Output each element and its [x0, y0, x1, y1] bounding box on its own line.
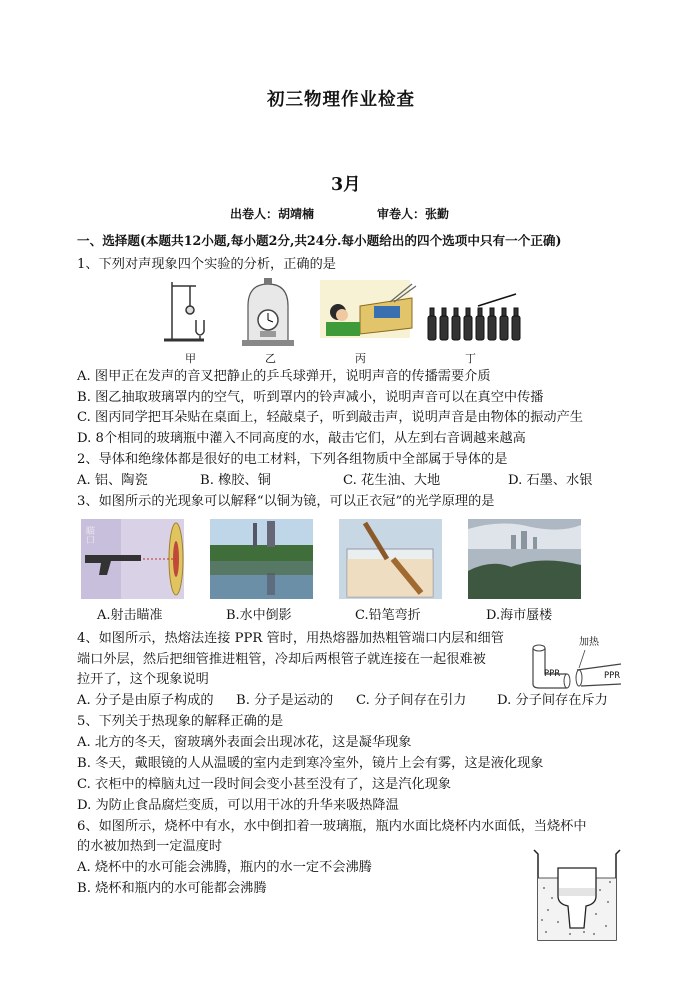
- bottles-figure: [428, 294, 520, 340]
- q1-fig-label-bing: 丙: [355, 352, 366, 365]
- tuning-fork-figure: [164, 282, 204, 340]
- page-title: 初三物理作业检查: [267, 90, 415, 110]
- beaker-figure: [530, 848, 624, 946]
- q4-option-a: A. 分子是由原子构成的: [77, 693, 214, 708]
- q6-option-a: A. 烧杯中的水可能会沸腾，瓶内的水一定不会沸腾: [77, 860, 372, 875]
- ppr-label-1: PPR: [544, 669, 561, 679]
- q1-fig-label-yi: 乙: [265, 352, 276, 365]
- q6-line-1: 6、如图所示，烧杯中有水，水中倒扣着一玻璃瓶，瓶内水面比烧杯内水面低，当烧杯中: [77, 819, 587, 834]
- q1-option-b: B. 图乙抽取玻璃罩内的空气，听到罩内的铃声减小，说明声音可以在真空中传播: [77, 390, 544, 405]
- section-heading: 一、选择题(本题共12小题,每小题2分,共24分.每小题给出的四个选项中只有一个正确): [77, 233, 562, 248]
- author-label: 出卷人：胡靖楠: [230, 207, 315, 221]
- mirage-photo: [468, 519, 581, 599]
- q3-caption-b: B.水中倒影: [226, 608, 292, 623]
- q6-option-b: B. 烧杯和瓶内的水可能都会沸腾: [77, 881, 267, 896]
- q2-option-b: B. 橡胶、铜: [200, 473, 271, 488]
- q4-option-c: C. 分子间存在引力: [356, 693, 467, 708]
- q6-line-2: 的水被加热到一定温度时: [77, 839, 223, 854]
- bent-pencil-photo: [339, 519, 442, 599]
- q5-stem: 5、下列关于热现象的解释正确的是: [77, 714, 284, 729]
- q3-caption-d: D.海市蜃楼: [486, 608, 553, 623]
- q3-stem: 3、如图所示的光现象可以解释“以铜为镜，可以正衣冠”的光学原理的是: [77, 494, 495, 509]
- q5-option-d: D. 为防止食品腐烂变质，可以用干冰的升华来吸热降温: [77, 798, 399, 813]
- water-reflection-photo: [210, 519, 313, 599]
- q1-figures: [160, 276, 530, 348]
- month-label: 3月: [331, 175, 361, 195]
- q4-option-b: B. 分子是运动的: [236, 693, 334, 708]
- q2-option-a: A. 铝、陶瓷: [77, 473, 148, 488]
- q2-stem: 2、导体和绝缘体都是很好的电工材料，下列各组物质中全部属于导体的是: [77, 452, 508, 467]
- q5-option-b: B. 冬天，戴眼镜的人从温暖的室内走到寒冷室外，镜片上会有雾，这是液化现象: [77, 756, 544, 771]
- q1-stem: 1、下列对声现象四个实验的分析，正确的是: [77, 257, 336, 272]
- q1-option-c: C. 图丙同学把耳朵贴在桌面上，轻敲桌子，听到敲击声，说明声音是由物体的振动产生: [77, 410, 583, 425]
- q4-line-2: 端口外层，然后把细管推进粗管，冷却后两根管子就连接在一起很难被: [77, 652, 486, 667]
- q1-fig-label-ding: 丁: [465, 352, 476, 365]
- q3-photo-label: 瞄口: [84, 526, 94, 544]
- q2-option-d: D. 石墨、水银: [508, 473, 593, 488]
- reviewer-label: 审卷人：张勤: [377, 207, 450, 221]
- q3-caption-a: A.射击瞄准: [97, 608, 163, 623]
- ppr-heat-label: 加热: [579, 637, 599, 648]
- q2-option-c: C. 花生油、大地: [343, 473, 441, 488]
- q5-option-a: A. 北方的冬天，窗玻璃外表面会出现冰花，这是凝华现象: [77, 735, 412, 750]
- q1-option-a: A. 图甲正在发声的音叉把静止的乒乓球弹开，说明声音的传播需要介质: [77, 369, 491, 384]
- desk-listening-figure: [320, 280, 416, 338]
- q4-option-d: D. 分子间存在斥力: [497, 693, 608, 708]
- q4-line-1: 4、如图所示，热熔法连接 PPR 管时，用热熔器加热粗管端口内层和细管: [77, 631, 504, 646]
- shooting-photo: [81, 519, 184, 599]
- ppr-label-2: PPR: [604, 671, 621, 681]
- q1-fig-label-jia: 甲: [185, 352, 196, 365]
- q1-option-d: D. 8个相同的玻璃瓶中灌入不同高度的水，敲击它们，从左到右音调越来越高: [77, 431, 526, 446]
- q3-caption-c: C.铅笔弯折: [355, 608, 421, 623]
- q4-line-3: 拉开了，这个现象说明: [77, 672, 209, 687]
- q5-option-c: C. 衣柜中的樟脑丸过一段时间会变小甚至没有了，这是汽化现象: [77, 777, 452, 792]
- bell-jar-figure: [242, 278, 294, 346]
- q3-photos: [81, 519, 581, 601]
